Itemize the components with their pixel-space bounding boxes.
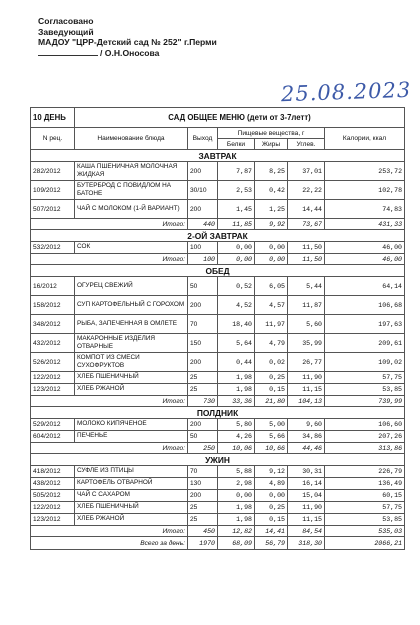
recipe-number: 532/2012 bbox=[31, 242, 75, 254]
portion-output: 30/10 bbox=[188, 181, 218, 200]
proteins-value: 1,98 bbox=[218, 514, 255, 526]
portion-output: 200 bbox=[188, 162, 218, 181]
col-header-fats: Жиры bbox=[255, 139, 288, 150]
organization-name: МАДОУ "ЦРР-Детский сад № 252" г.Перми bbox=[38, 37, 217, 47]
calories-value: 197,63 bbox=[325, 315, 405, 334]
section-title: ОБЕД bbox=[31, 265, 405, 277]
recipe-number: 122/2012 bbox=[31, 372, 75, 384]
handwritten-date: 25.08.2023 bbox=[280, 77, 412, 107]
fats-value: 0,02 bbox=[255, 353, 288, 372]
approval-title: Согласовано bbox=[38, 16, 94, 26]
total-fats: 0,00 bbox=[255, 254, 288, 265]
carbs-value: 26,77 bbox=[288, 353, 325, 372]
total-carbs: 11,50 bbox=[288, 254, 325, 265]
total-proteins: 11,85 bbox=[218, 219, 255, 230]
calories-value: 57,75 bbox=[325, 372, 405, 384]
table-row bbox=[31, 372, 405, 384]
total-calories: 313,86 bbox=[325, 443, 405, 454]
carbs-value: 11,90 bbox=[288, 502, 325, 514]
carbs-value: 34,86 bbox=[288, 431, 325, 443]
fats-value: 0,00 bbox=[255, 242, 288, 254]
carbs-value: 11,50 bbox=[288, 242, 325, 254]
calories-value: 74,83 bbox=[325, 200, 405, 219]
fats-value: 1,25 bbox=[255, 200, 288, 219]
calories-value: 60,15 bbox=[325, 490, 405, 502]
recipe-number: 438/2012 bbox=[31, 478, 75, 490]
dish-name: КАРТОФЕЛЬ ОТВАРНОЙ bbox=[75, 478, 188, 490]
carbs-value: 15,04 bbox=[288, 490, 325, 502]
calories-value: 57,75 bbox=[325, 502, 405, 514]
table-row bbox=[31, 384, 405, 396]
day-label: 10 ДЕНЬ bbox=[31, 108, 75, 128]
table-row bbox=[31, 431, 405, 443]
approval-header bbox=[38, 16, 217, 58]
total-fats: 9,92 bbox=[255, 219, 288, 230]
recipe-number: 123/2012 bbox=[31, 514, 75, 526]
total-output: 730 bbox=[188, 396, 218, 407]
portion-output: 200 bbox=[188, 353, 218, 372]
table-row bbox=[31, 478, 405, 490]
dish-name: ХЛЕБ РЖАНОЙ bbox=[75, 514, 188, 526]
recipe-number: 16/2012 bbox=[31, 277, 75, 296]
proteins-value: 4,52 bbox=[218, 296, 255, 315]
table-row bbox=[31, 315, 405, 334]
section-total-row bbox=[31, 526, 405, 537]
portion-output: 25 bbox=[188, 372, 218, 384]
section-header-row bbox=[31, 230, 405, 242]
carbs-value: 14,44 bbox=[288, 200, 325, 219]
section-total-row bbox=[31, 254, 405, 265]
dish-name: СУФЛЕ ИЗ ПТИЦЫ bbox=[75, 466, 188, 478]
col-header-carbs: Углев. bbox=[288, 139, 325, 150]
table-row bbox=[31, 514, 405, 526]
total-fats: 21,80 bbox=[255, 396, 288, 407]
proteins-value: 1,45 bbox=[218, 200, 255, 219]
calories-value: 209,61 bbox=[325, 334, 405, 353]
proteins-value: 1,98 bbox=[218, 502, 255, 514]
total-calories: 535,03 bbox=[325, 526, 405, 537]
table-row bbox=[31, 162, 405, 181]
col-header-nutrients: Пищевые вещества, г bbox=[218, 128, 325, 139]
total-fats: 14,41 bbox=[255, 526, 288, 537]
total-output: 440 bbox=[188, 219, 218, 230]
recipe-number: 529/2012 bbox=[31, 419, 75, 431]
calories-value: 53,85 bbox=[325, 514, 405, 526]
table-row bbox=[31, 502, 405, 514]
recipe-number: 526/2012 bbox=[31, 353, 75, 372]
section-title: ПОЛДНИК bbox=[31, 407, 405, 419]
proteins-value: 5,80 bbox=[218, 419, 255, 431]
day-total-row bbox=[31, 537, 405, 550]
portion-output: 50 bbox=[188, 431, 218, 443]
dish-name: СОК bbox=[75, 242, 188, 254]
col-header-out: Выход bbox=[188, 128, 218, 150]
table-row bbox=[31, 353, 405, 372]
section-total-row bbox=[31, 396, 405, 407]
carbs-value: 11,15 bbox=[288, 514, 325, 526]
approver-name: / О.Н.Оносова bbox=[100, 47, 160, 58]
proteins-value: 2,53 bbox=[218, 181, 255, 200]
section-header-row bbox=[31, 265, 405, 277]
table-title-row bbox=[31, 108, 405, 128]
calories-value: 207,26 bbox=[325, 431, 405, 443]
section-title: УЖИН bbox=[31, 454, 405, 466]
section-header-row bbox=[31, 454, 405, 466]
carbs-value: 22,22 bbox=[288, 181, 325, 200]
recipe-number: 505/2012 bbox=[31, 490, 75, 502]
portion-output: 200 bbox=[188, 296, 218, 315]
fats-value: 0,00 bbox=[255, 490, 288, 502]
total-calories: 739,99 bbox=[325, 396, 405, 407]
table-row bbox=[31, 296, 405, 315]
total-output: 250 bbox=[188, 443, 218, 454]
day-total-fats: 56,79 bbox=[255, 537, 288, 550]
table-row bbox=[31, 181, 405, 200]
portion-output: 70 bbox=[188, 315, 218, 334]
carbs-value: 35,99 bbox=[288, 334, 325, 353]
calories-value: 226,79 bbox=[325, 466, 405, 478]
proteins-value: 0,52 bbox=[218, 277, 255, 296]
proteins-value: 0,44 bbox=[218, 353, 255, 372]
recipe-number: 348/2012 bbox=[31, 315, 75, 334]
header-row bbox=[31, 128, 405, 139]
total-calories: 431,33 bbox=[325, 219, 405, 230]
fats-value: 0,15 bbox=[255, 514, 288, 526]
total-label: Итого: bbox=[31, 526, 188, 537]
total-output: 450 bbox=[188, 526, 218, 537]
dish-name: МАКАРОННЫЕ ИЗДЕЛИЯ ОТВАРНЫЕ bbox=[75, 334, 188, 353]
fats-value: 11,97 bbox=[255, 315, 288, 334]
carbs-value: 5,60 bbox=[288, 315, 325, 334]
proteins-value: 5,88 bbox=[218, 466, 255, 478]
total-label: Итого: bbox=[31, 396, 188, 407]
recipe-number: 122/2012 bbox=[31, 502, 75, 514]
section-total-row bbox=[31, 219, 405, 230]
fats-value: 0,42 bbox=[255, 181, 288, 200]
dish-name: ХЛЕБ ПШЕНИЧНЫЙ bbox=[75, 372, 188, 384]
proteins-value: 0,00 bbox=[218, 490, 255, 502]
table-row bbox=[31, 242, 405, 254]
proteins-value: 1,98 bbox=[218, 384, 255, 396]
portion-output: 25 bbox=[188, 514, 218, 526]
table-row bbox=[31, 277, 405, 296]
fats-value: 6,05 bbox=[255, 277, 288, 296]
portion-output: 25 bbox=[188, 384, 218, 396]
portion-output: 200 bbox=[188, 490, 218, 502]
recipe-number: 282/2012 bbox=[31, 162, 75, 181]
dish-name: СУП КАРТОФЕЛЬНЫЙ С ГОРОХОМ bbox=[75, 296, 188, 315]
day-total-calories: 2066,21 bbox=[325, 537, 405, 550]
col-header-calories: Калории, ккал bbox=[325, 128, 405, 150]
recipe-number: 123/2012 bbox=[31, 384, 75, 396]
total-proteins: 33,36 bbox=[218, 396, 255, 407]
total-carbs: 84,54 bbox=[288, 526, 325, 537]
signature-underline bbox=[38, 55, 98, 56]
proteins-value: 0,00 bbox=[218, 242, 255, 254]
total-proteins: 0,00 bbox=[218, 254, 255, 265]
dish-name: ХЛЕБ ПШЕНИЧНЫЙ bbox=[75, 502, 188, 514]
fats-value: 4,57 bbox=[255, 296, 288, 315]
fats-value: 4,79 bbox=[255, 334, 288, 353]
carbs-value: 11,87 bbox=[288, 296, 325, 315]
menu-title: САД ОБЩЕЕ МЕНЮ (дети от 3-7летт) bbox=[75, 108, 405, 128]
total-label: Итого: bbox=[31, 254, 188, 265]
total-proteins: 12,82 bbox=[218, 526, 255, 537]
recipe-number: 507/2012 bbox=[31, 200, 75, 219]
proteins-value: 1,98 bbox=[218, 372, 255, 384]
calories-value: 136,49 bbox=[325, 478, 405, 490]
portion-output: 100 bbox=[188, 242, 218, 254]
recipe-number: 432/2012 bbox=[31, 334, 75, 353]
total-proteins: 10,06 bbox=[218, 443, 255, 454]
proteins-value: 18,40 bbox=[218, 315, 255, 334]
carbs-value: 11,90 bbox=[288, 372, 325, 384]
table-row bbox=[31, 200, 405, 219]
total-label: Итого: bbox=[31, 219, 188, 230]
calories-value: 106,60 bbox=[325, 419, 405, 431]
section-header-row bbox=[31, 150, 405, 162]
portion-output: 25 bbox=[188, 502, 218, 514]
calories-value: 102,78 bbox=[325, 181, 405, 200]
approver-position: Заведующий bbox=[38, 26, 94, 37]
section-title: 2-ОЙ ЗАВТРАК bbox=[31, 230, 405, 242]
dish-name: КОМПОТ ИЗ СМЕСИ СУХОФРУКТОВ bbox=[75, 353, 188, 372]
dish-name: КАША ПШЕНИЧНАЯ МОЛОЧНАЯ ЖИДКАЯ bbox=[75, 162, 188, 181]
recipe-number: 109/2012 bbox=[31, 181, 75, 200]
fats-value: 0,25 bbox=[255, 502, 288, 514]
total-output: 100 bbox=[188, 254, 218, 265]
col-header-name: Наименование блюда bbox=[75, 128, 188, 150]
total-calories: 46,00 bbox=[325, 254, 405, 265]
proteins-value: 2,98 bbox=[218, 478, 255, 490]
dish-name: МОЛОКО КИПЯЧЕНОЕ bbox=[75, 419, 188, 431]
calories-value: 64,14 bbox=[325, 277, 405, 296]
total-carbs: 104,13 bbox=[288, 396, 325, 407]
proteins-value: 4,26 bbox=[218, 431, 255, 443]
proteins-value: 7,87 bbox=[218, 162, 255, 181]
carbs-value: 9,60 bbox=[288, 419, 325, 431]
dish-name: БУТЕРБРОД С ПОВИДЛОМ НА БАТОНЕ bbox=[75, 181, 188, 200]
carbs-value: 11,15 bbox=[288, 384, 325, 396]
fats-value: 0,15 bbox=[255, 384, 288, 396]
carbs-value: 30,31 bbox=[288, 466, 325, 478]
portion-output: 130 bbox=[188, 478, 218, 490]
table-row bbox=[31, 334, 405, 353]
dish-name: ХЛЕБ РЖАНОЙ bbox=[75, 384, 188, 396]
recipe-number: 418/2012 bbox=[31, 466, 75, 478]
fats-value: 8,25 bbox=[255, 162, 288, 181]
table-row bbox=[31, 490, 405, 502]
total-label: Итого: bbox=[31, 443, 188, 454]
section-total-row bbox=[31, 443, 405, 454]
dish-name: ПЕЧЕНЬЕ bbox=[75, 431, 188, 443]
calories-value: 53,85 bbox=[325, 384, 405, 396]
dish-name: РЫБА, ЗАПЕЧЕННАЯ В ОМЛЕТЕ bbox=[75, 315, 188, 334]
day-total-carbs: 318,30 bbox=[288, 537, 325, 550]
col-header-rec: N рец. bbox=[31, 128, 75, 150]
calories-value: 106,68 bbox=[325, 296, 405, 315]
fats-value: 5,66 bbox=[255, 431, 288, 443]
day-total-label: Всего за день: bbox=[31, 537, 188, 550]
proteins-value: 5,64 bbox=[218, 334, 255, 353]
carbs-value: 5,44 bbox=[288, 277, 325, 296]
fats-value: 9,12 bbox=[255, 466, 288, 478]
day-total-output: 1970 bbox=[188, 537, 218, 550]
portion-output: 200 bbox=[188, 200, 218, 219]
signature-line bbox=[38, 48, 217, 59]
portion-output: 70 bbox=[188, 466, 218, 478]
section-title: ЗАВТРАК bbox=[31, 150, 405, 162]
day-total-proteins: 68,09 bbox=[218, 537, 255, 550]
fats-value: 5,00 bbox=[255, 419, 288, 431]
section-header-row bbox=[31, 407, 405, 419]
calories-value: 253,72 bbox=[325, 162, 405, 181]
table-row bbox=[31, 466, 405, 478]
recipe-number: 158/2012 bbox=[31, 296, 75, 315]
calories-value: 109,02 bbox=[325, 353, 405, 372]
dish-name: ЧАЙ С МОЛОКОМ (1-Й ВАРИАНТ) bbox=[75, 200, 188, 219]
dish-name: ОГУРЕЦ СВЕЖИЙ bbox=[75, 277, 188, 296]
calories-value: 46,00 bbox=[325, 242, 405, 254]
portion-output: 150 bbox=[188, 334, 218, 353]
carbs-value: 16,14 bbox=[288, 478, 325, 490]
total-carbs: 73,67 bbox=[288, 219, 325, 230]
fats-value: 0,25 bbox=[255, 372, 288, 384]
dish-name: ЧАЙ С САХАРОМ bbox=[75, 490, 188, 502]
table-row bbox=[31, 419, 405, 431]
col-header-proteins: Белки bbox=[218, 139, 255, 150]
total-carbs: 44,46 bbox=[288, 443, 325, 454]
fats-value: 4,89 bbox=[255, 478, 288, 490]
portion-output: 50 bbox=[188, 277, 218, 296]
total-fats: 10,66 bbox=[255, 443, 288, 454]
portion-output: 200 bbox=[188, 419, 218, 431]
menu-table bbox=[30, 107, 405, 550]
carbs-value: 37,01 bbox=[288, 162, 325, 181]
recipe-number: 604/2012 bbox=[31, 431, 75, 443]
